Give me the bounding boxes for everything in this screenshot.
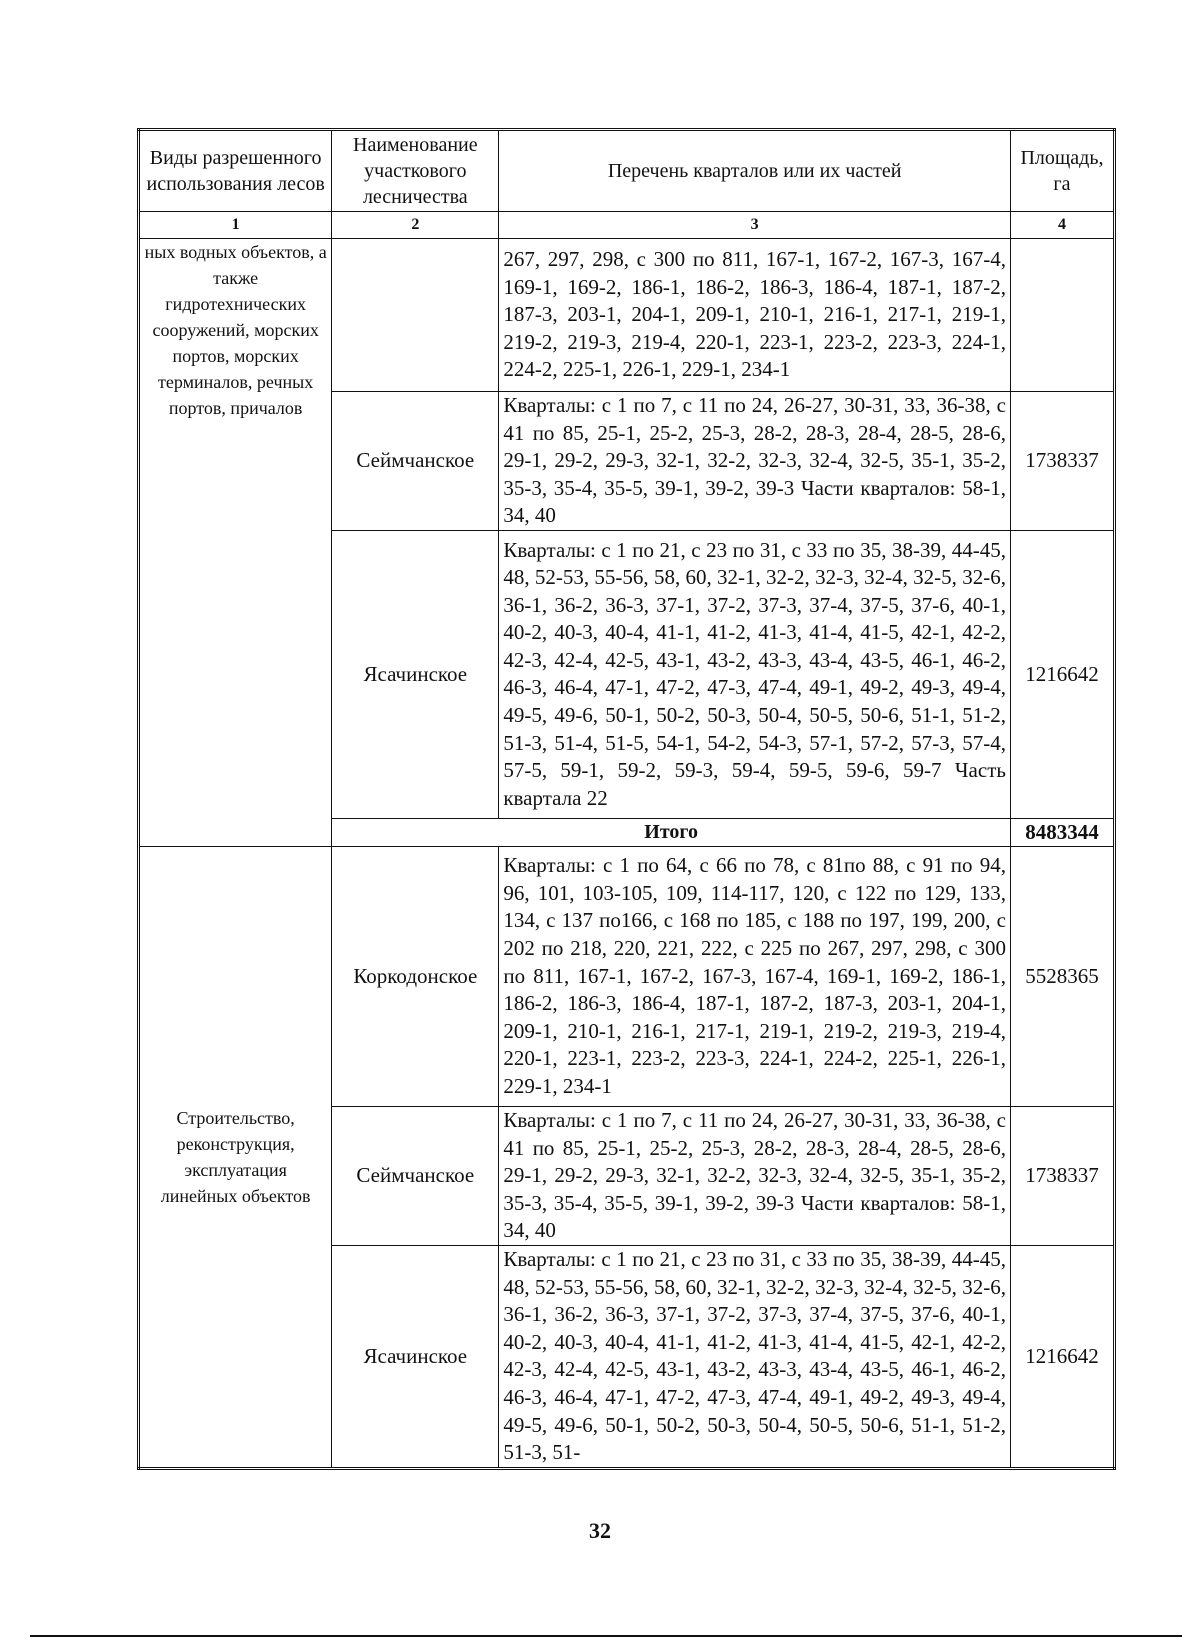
header-area: Площадь, га [1010,130,1114,212]
header-quarters: Перечень кварталов или их частей [499,130,1011,212]
quarters-cell: 267, 297, 298, с 300 по 811, 167-1, 167-2, 167-3, 167-4, 169-1, 169-2, 186-1, 186-2, 186-3, 186-4, 187-1, 187-2, 187-3, 203-1, 204-1, 209-1, 210-1, 216-1, 217-1, 219-1, 219-2, 219-3, 219-4, 220-1, 223-1, 223-2, 223-3, 224-1, 224-2, 225-1, 226-1, 229-1, 234-1 [499,239,1011,392]
forest-use-table [137,128,1116,1470]
total-label: Итого [332,818,1011,846]
quarters-cell: Кварталы: с 1 по 21, с 23 по 31, с 33 по 35, 38-39, 44-45, 48, 52-53, 55-56, 58, 60, 32-1, 32-2, 32-3, 32-4, 32-5, 32-6, 36-1, 36-2, 36-3, 37-1, 37-2, 37-3, 37-4, 37-5, 37-6, 40-1, 40-2, 40-3, 40-4, 41-1, 41-2, 41-3, 41-4, 41-5, 42-1, 42-2, 42-3, 42-4, 42-5, 43-1, 43-2, 43-3, 43-4, 43-5, 46-1, 46-2, 46-3, 46-4, 47-1, 47-2, 47-3, 47-4, 49-1, 49-2, 49-3, 49-4, 49-5, 49-6, 50-1, 50-2, 50-3, 50-4, 50-5, 50-6, 51-1, 51-2, 51-3, 51-4, 51-5, 54-1, 54-2, 54-3, 57-1, 57-2, 57-3, 57-4, 57-5, 59-1, 59-2, 59-3, 59-4, 59-5, 59-6, 59-7 Часть квартала 22 [499,530,1011,818]
column-number: 4 [1010,212,1114,239]
header-forestry: Наименование участкового лесничества [332,130,499,212]
column-number: 1 [139,212,332,239]
quarters-cell: Кварталы: с 1 по 7, с 11 по 24, 26-27, 30-31, 33, 36-38, с 41 по 85, 25-1, 25-2, 25-3, 28-2, 28-3, 28-4, 28-5, 28-6, 29-1, 29-2, 29-3, 32-1, 32-2, 32-3, 32-4, 32-5, 35-1, 35-2, 35-3, 35-4, 35-5, 39-1, 39-2, 39-3 Части кварталов: 58-1, 34, 40 [499,392,1011,531]
area-cell: 1738337 [1010,392,1114,531]
quarters-cell: Кварталы: с 1 по 7, с 11 по 24, 26-27, 30-31, 33, 36-38, с 41 по 85, 25-1, 25-2, 25-3, 28-2, 28-3, 28-4, 28-5, 28-6, 29-1, 29-2, 29-3, 32-1, 32-2, 32-3, 32-4, 32-5, 35-1, 35-2, 35-3, 35-4, 35-5, 39-1, 39-2, 39-3 Части кварталов: 58-1, 34, 40 [499,1106,1011,1245]
quarters-cell: Кварталы: с 1 по 21, с 23 по 31, с 33 по 35, 38-39, 44-45, 48, 52-53, 55-56, 58, 60, 32-1, 32-2, 32-3, 32-4, 32-5, 32-6, 36-1, 36-2, 36-3, 37-1, 37-2, 37-3, 37-4, 37-5, 37-6, 40-1, 40-2, 40-3, 40-4, 41-1, 41-2, 41-3, 41-4, 41-5, 42-1, 42-2, 42-3, 42-4, 42-5, 43-1, 43-2, 43-3, 43-4, 43-5, 46-1, 46-2, 46-3, 46-4, 47-1, 47-2, 47-3, 47-4, 49-1, 49-2, 49-3, 49-4, 49-5, 49-6, 50-1, 50-2, 50-3, 50-4, 50-5, 50-6, 51-1, 51-2, 51-3, 51- [499,1245,1011,1468]
area-cell: 1216642 [1010,1245,1114,1468]
forestry-cell: Коркодонское [332,846,499,1106]
header-use-type: Виды разрешенного использования лесов [139,130,332,212]
bottom-rule [30,1635,1182,1637]
use-type-cell: Строительство, реконструкция, эксплуатация линейных объектов [139,846,332,1468]
page-number: 32 [589,1518,611,1543]
forestry-cell: Ясачинское [332,1245,499,1468]
table-row [139,239,1115,392]
column-number: 3 [499,212,1011,239]
area-cell: 1216642 [1010,530,1114,818]
column-number-row [139,212,1115,239]
area-cell [1010,239,1114,392]
area-cell: 1738337 [1010,1106,1114,1245]
table-header-row [139,130,1115,212]
total-value: 8483344 [1010,818,1114,846]
forestry-cell: Ясачинское [332,530,499,818]
use-type-cell: ных водных объектов, а также гидротехнических сооружений, морских портов, морских терминалов, речных портов, причалов [139,239,332,847]
table-row [139,846,1115,1106]
forestry-cell: Сеймчанское [332,392,499,531]
forestry-cell: Сеймчанское [332,1106,499,1245]
quarters-cell: Кварталы: с 1 по 64, с 66 по 78, с 81по 88, с 91 по 94, 96, 101, 103-105, 109, 114-117, 120, с 122 по 129, 133, 134, с 137 по166, с 168 по 185, с 188 по 197, 199, 200, с 202 по 218, 220, 221, 222, с 225 по 267, 297, 298, с 300 по 811, 167-1, 167-2, 167-3, 167-4, 169-1, 169-2, 186-1, 186-2, 186-3, 186-4, 187-1, 187-2, 187-3, 203-1, 204-1, 209-1, 210-1, 216-1, 217-1, 219-1, 219-2, 219-3, 219-4, 220-1, 223-1, 223-2, 223-3, 224-1, 224-2, 225-1, 226-1, 229-1, 234-1 [499,846,1011,1106]
column-number: 2 [332,212,499,239]
area-cell: 5528365 [1010,846,1114,1106]
forestry-cell [332,239,499,392]
